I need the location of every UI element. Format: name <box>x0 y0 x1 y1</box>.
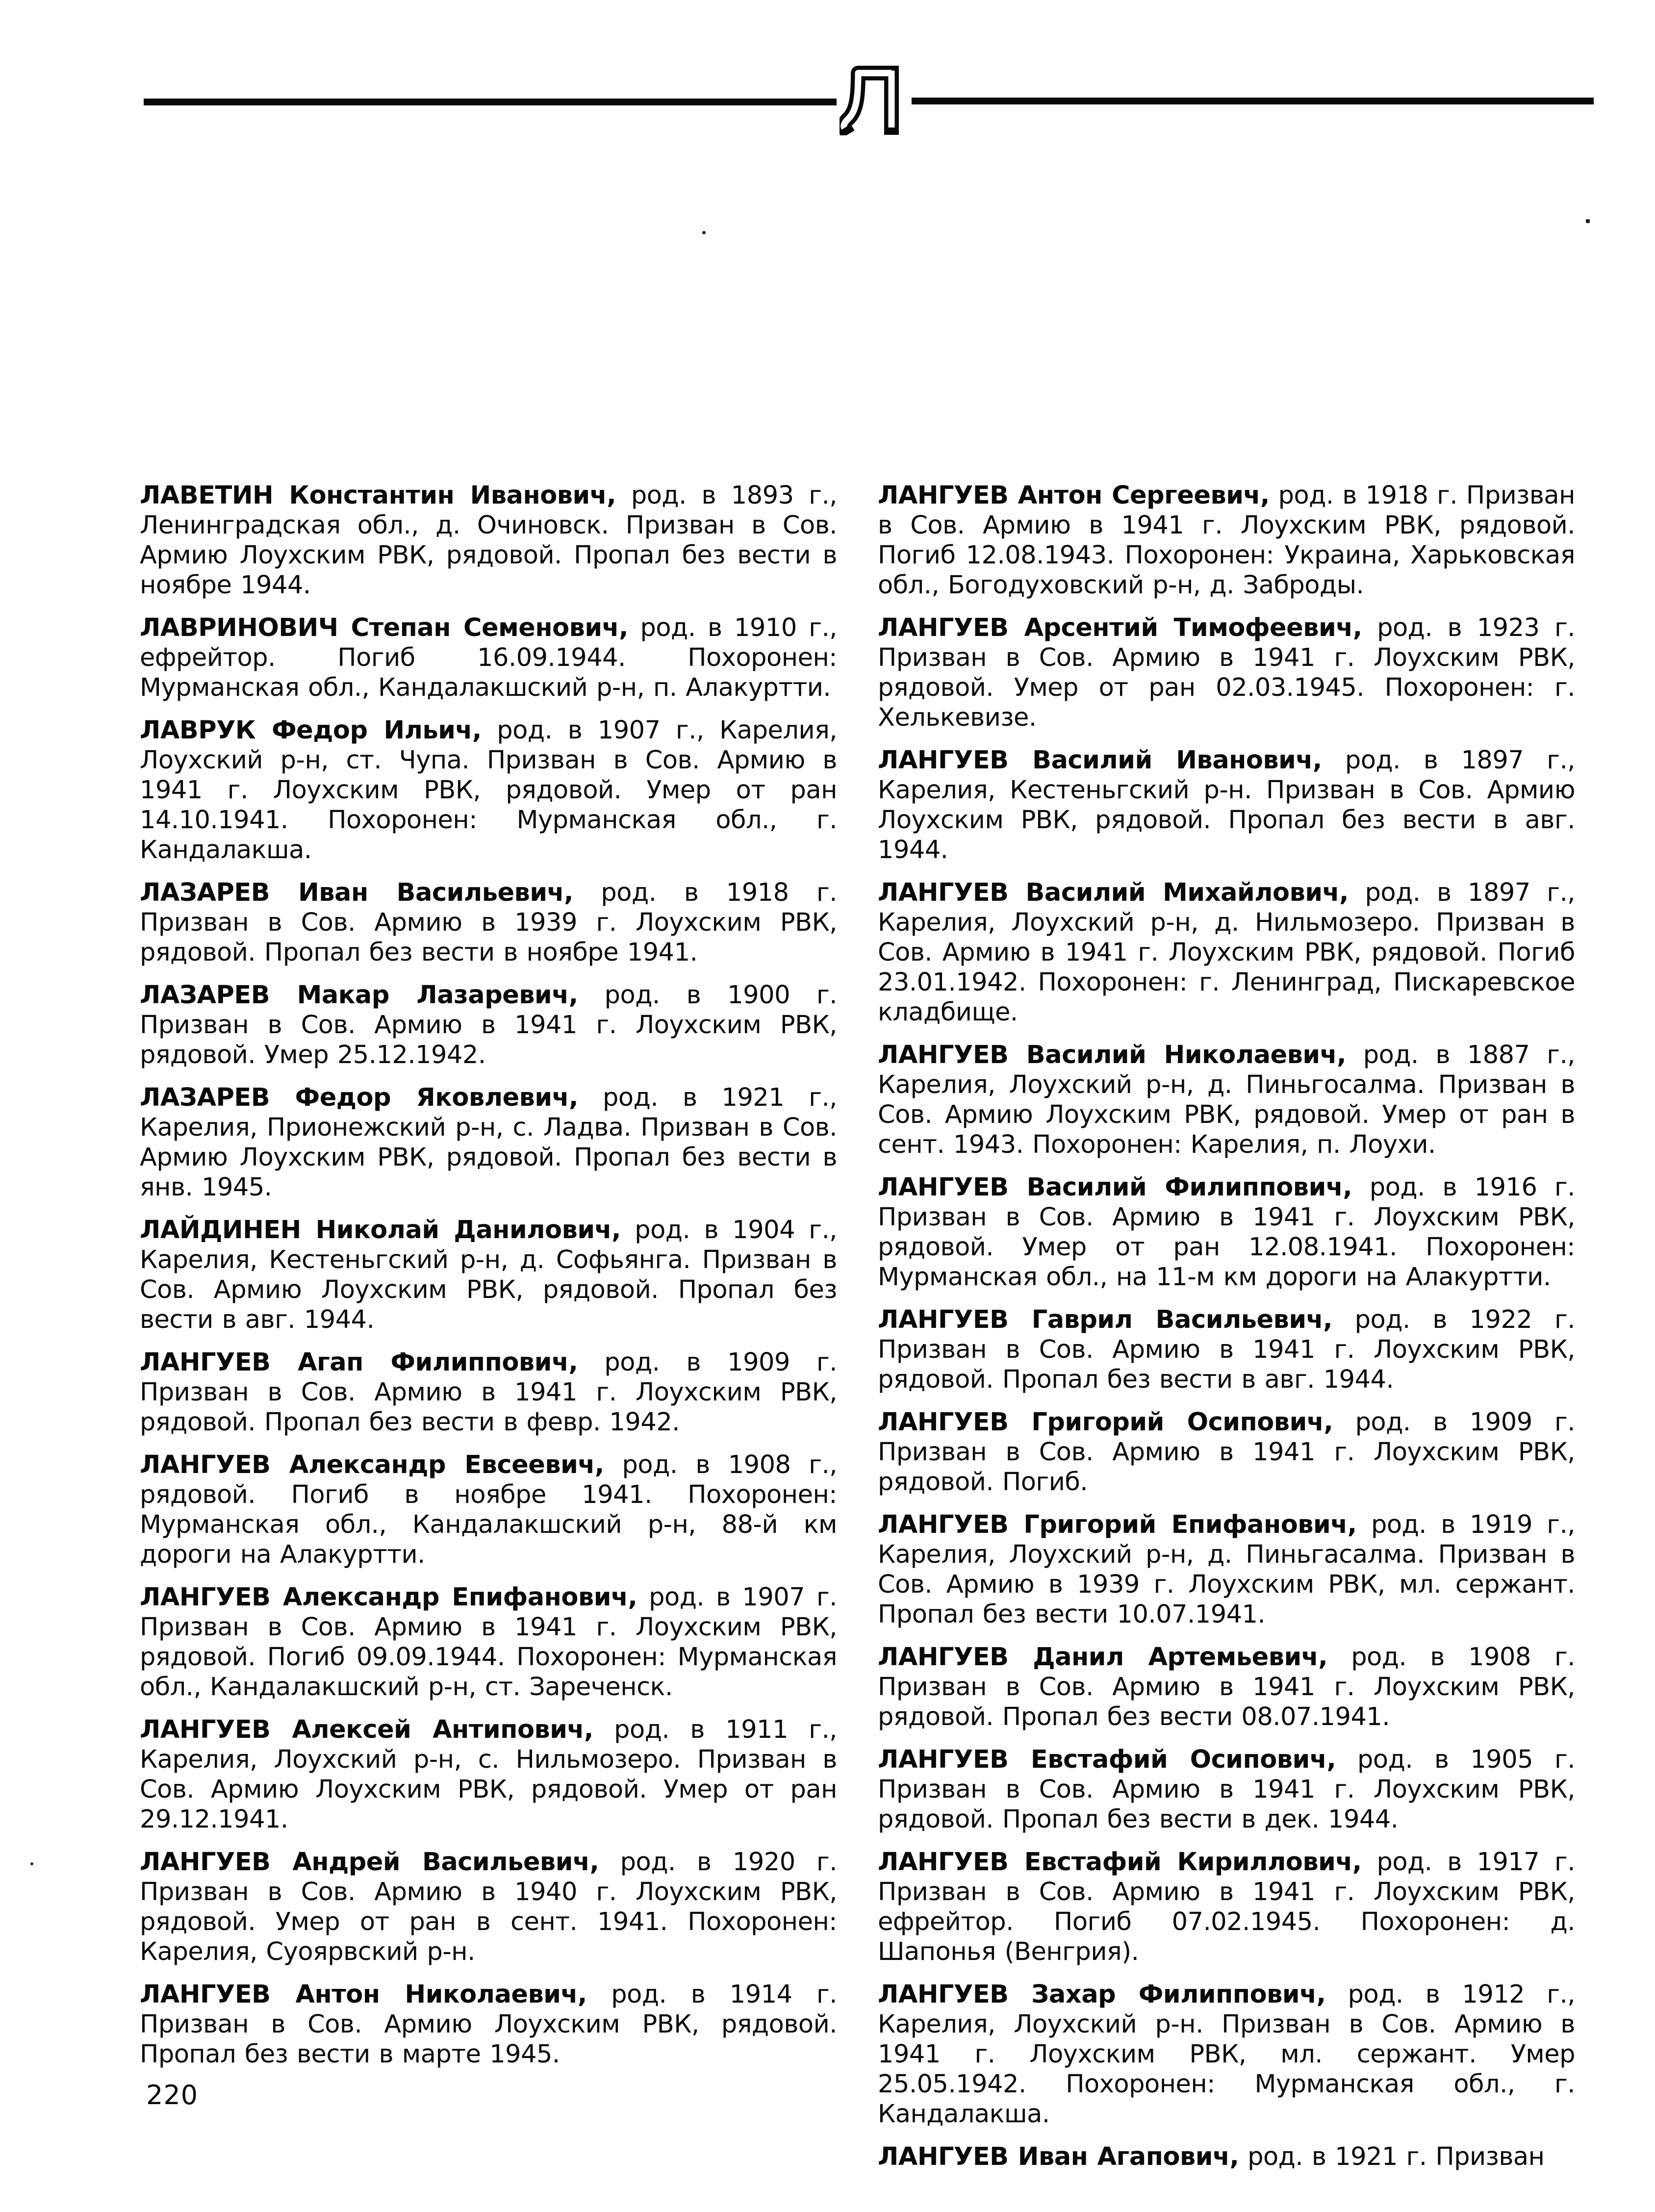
entry-person-name: ЛАВРУК Федор Ильич, <box>140 716 482 745</box>
entry-person-name: ЛАНГУЕВ Антон Сергеевич, <box>878 481 1270 510</box>
memorial-entry <box>140 878 837 967</box>
entry-person-name: ЛАНГУЕВ Александр Евсеевич, <box>140 1450 604 1479</box>
memorial-entry <box>140 1980 837 2069</box>
memorial-entry <box>878 1642 1575 1732</box>
memorial-entry <box>140 613 837 703</box>
memorial-entry <box>878 1305 1575 1395</box>
entry-details: род. в 1900 г. Призван в Сов. Армию в 1941 г. Лоухским РВК, рядовой. Умер 25.12.1942. <box>140 981 837 1069</box>
memorial-entry <box>878 1847 1575 1967</box>
entry-details: род. в 1909 г. Призван в Сов. Армию в 1941 г. Лоухским РВК, рядовой. Пропал без вести в февр. 1942. <box>140 1348 837 1437</box>
memorial-entry <box>878 1040 1575 1160</box>
entry-person-name: ЛАНГУЕВ Александр Епифанович, <box>140 1583 637 1612</box>
memorial-entry <box>140 715 837 865</box>
entry-person-name: ЛАНГУЕВ Евстафий Осипович, <box>878 1745 1336 1774</box>
entry-person-name: ЛАНГУЕВ Алексей Антипович, <box>140 1715 593 1744</box>
memorial-entry <box>140 1215 837 1335</box>
entry-person-name: ЛАНГУЕВ Василий Николаевич, <box>878 1041 1346 1069</box>
memorial-entry <box>140 1450 837 1570</box>
entry-details: род. в 1908 г., рядовой. Погиб в ноябре 1941. Похоронен: Мурманская обл., Кандалакшский р-н, 88-й км дороги на Алакуртти. <box>140 1450 837 1569</box>
entry-details: род. в 1911 г., Карелия, Лоухский р-н, с. Нильмозеро. Призван в Сов. Армию Лоухским РВК, рядовой. Умер от ран 29.12.1941. <box>140 1715 837 1834</box>
memorial-entry <box>140 1083 837 1202</box>
memorial-entry <box>878 1745 1575 1834</box>
entry-person-name: ЛАНГУЕВ Григорий Епифанович, <box>878 1510 1357 1539</box>
entry-details: род. в 1897 г., Карелия, Лоухский р-н, д. Нильмозеро. Призван в Сов. Армию в 1941 г. Лоухским РВК, рядовой. Погиб 23.01.1942. Похоронен: г. Ленинград, Пискаревское кладбище. <box>878 878 1575 1027</box>
entry-person-name: ЛАНГУЕВ Агап Филиппович, <box>140 1348 578 1377</box>
entry-details: род. в 1907 г., Карелия, Лоухский р-н, ст. Чупа. Призван в Сов. Армию в 1941 г. Лоухским РВК, рядовой. Умер от ран 14.10.1941. Похоронен: Мурманская обл., г. Кандалакша. <box>140 716 838 864</box>
entry-details: род. в 1916 г. Призван в Сов. Армию в 1941 г. Лоухским РВК, рядовой. Умер от ран 12.08.1941. Похоронен: Мурманская обл., на 11-м км дороги на Алакуртти. <box>878 1173 1576 1292</box>
entry-details: род. в 1914 г. Призван в Сов. Армию Лоухским РВК, рядовой. Пропал без вести в марте 1945. <box>140 1980 837 2069</box>
entry-details: род. в 1918 г. Призван в Сов. Армию в 1939 г. Лоухским РВК, рядовой. Пропал без вести в ноябре 1941. <box>140 878 837 967</box>
entry-person-name: ЛАНГУЕВ Иван Агапович, <box>878 2142 1239 2171</box>
entry-details: род. в 1918 г. Призван в Сов. Армию в 1941 г. Лоухским РВК, рядовой. Погиб 12.08.1943. Похоронен: Украина, Харьковская обл., Богодуховский р-н, д. Заброды. <box>878 481 1575 600</box>
right-column <box>878 481 1575 2185</box>
section-letter-emblem <box>840 66 904 135</box>
entry-person-name: ЛАЙДИНЕН Николай Данилович, <box>140 1216 621 1245</box>
memorial-entry <box>878 1172 1575 1292</box>
page-number: 220 <box>146 2080 199 2110</box>
entry-details: род. в 1921 г., Карелия, Прионежский р-н, с. Ладва. Призван в Сов. Армию Лоухским РВК, рядовой. Пропал без вести в янв. 1945. <box>140 1083 837 1202</box>
entry-person-name: ЛАЗАРЕВ Макар Лазаревич, <box>140 981 578 1010</box>
memorial-entry <box>878 745 1575 865</box>
entry-person-name: ЛАНГУЕВ Захар Филиппович, <box>878 1980 1326 2009</box>
memorial-entry <box>140 1847 837 1967</box>
memorial-entry <box>878 1407 1575 1497</box>
memorial-entry <box>140 481 837 600</box>
memorial-entry <box>878 878 1575 1027</box>
entry-details: род. в 1907 г. Призван в Сов. Армию в 1941 г. Лоухским РВК, рядовой. Погиб 09.09.1944. Похоронен: Мурманская обл., Кандалакшский р-н, ст. Зареченск. <box>140 1583 838 1702</box>
entry-details: род. в 1908 г. Призван в Сов. Армию в 1941 г. Лоухским РВК, рядовой. Пропал без вести 08.07.1941. <box>878 1643 1575 1731</box>
entry-details: род. в 1910 г., ефрейтор. Погиб 16.09.1944. Похоронен: Мурманская обл., Кандалакшский р-н, п. Алакуртти. <box>140 613 837 702</box>
memorial-entry <box>140 1582 837 1702</box>
ink-speck <box>30 1862 33 1865</box>
entry-details: род. в 1923 г. Призван в Сов. Армию в 1941 г. Лоухским РВК, рядовой. Умер от ран 02.03.1945. Похоронен: г. Хелькевизе. <box>878 613 1575 732</box>
entry-person-name: ЛАНГУЕВ Евстафий Кириллович, <box>878 1848 1362 1877</box>
memorial-entry <box>878 1510 1575 1629</box>
entry-person-name: ЛАНГУЕВ Василий Иванович, <box>878 746 1322 775</box>
entry-details: род. в 1920 г. Призван в Сов. Армию в 1940 г. Лоухским РВК, рядовой. Умер от ран в сент. 1941. Похоронен: Карелия, Суоярвский р-н. <box>140 1848 837 1966</box>
ink-speck <box>702 231 706 234</box>
entry-person-name: ЛАЗАРЕВ Федор Яковлевич, <box>140 1083 579 1112</box>
entry-person-name: ЛАНГУЕВ Григорий Осипович, <box>878 1408 1333 1437</box>
entry-details: род. в 1917 г. Призван в Сов. Армию в 1941 г. Лоухским РВК, ефрейтор. Погиб 07.02.1945. Похоронен: д. Шапонья (Венгрия). <box>878 1848 1575 1966</box>
header-rule-right-segment <box>912 98 1594 104</box>
entry-details: род. в 1904 г., Карелия, Кестеньгский р-н, д. Софьянга. Призван в Сов. Армию Лоухским РВК, рядовой. Пропал без вести в авг. 1944. <box>140 1216 837 1334</box>
memorial-entry <box>878 2142 1575 2172</box>
entry-details: род. в 1919 г., Карелия, Лоухский р-н, д. Пиньгасалма. Призван в Сов. Армию в 1939 г. Лоухским РВК, мл. сержант. Пропал без вести 10.07.1941. <box>878 1510 1575 1629</box>
entry-person-name: ЛАНГУЕВ Василий Филиппович, <box>878 1173 1352 1202</box>
memorial-entry <box>878 1980 1575 2129</box>
memorial-entry <box>140 980 837 1070</box>
memorial-entry <box>878 613 1575 733</box>
entry-details: род. в 1897 г., Карелия, Кестеньгский р-н. Призван в Сов. Армию Лоухским РВК, рядовой. Пропал без вести в авг. 1944. <box>878 746 1575 864</box>
entry-person-name: ЛАНГУЕВ Данил Артемьевич, <box>878 1643 1328 1672</box>
memorial-entry <box>878 481 1575 600</box>
entry-details: род. в 1921 г. Призван <box>1239 2142 1545 2171</box>
memorial-entry <box>140 1348 837 1437</box>
entry-details: род. в 1905 г. Призван в Сов. Армию в 1941 г. Лоухским РВК, рядовой. Пропал без вести в дек. 1944. <box>878 1745 1575 1834</box>
entry-person-name: ЛАНГУЕВ Арсентий Тимофеевич, <box>878 613 1362 642</box>
entry-person-name: ЛАВРИНОВИЧ Степан Семенович, <box>140 613 629 642</box>
left-column <box>140 481 837 2082</box>
entry-details: род. в 1922 г. Призван в Сов. Армию в 1941 г. Лоухским РВК, рядовой. Пропал без вести в авг. 1944. <box>878 1305 1575 1394</box>
entry-person-name: ЛАВЕТИН Константин Иванович, <box>140 481 616 510</box>
entry-person-name: ЛАНГУЕВ Антон Николаевич, <box>140 1980 587 2009</box>
entry-details: род. в 1912 г., Карелия, Лоухский р-н. Призван в Сов. Армию в 1941 г. Лоухским РВК, мл. сержант. Умер 25.05.1942. Похоронен: Мурманская обл., г. Кандалакша. <box>878 1980 1575 2129</box>
entry-person-name: ЛАНГУЕВ Андрей Васильевич, <box>140 1848 599 1877</box>
entry-person-name: ЛАНГУЕВ Василий Михайлович, <box>878 878 1349 907</box>
entry-person-name: ЛАЗАРЕВ Иван Васильевич, <box>140 878 573 907</box>
ink-speck <box>1586 219 1590 223</box>
header-rule-left-segment <box>144 99 837 105</box>
entry-details: род. в 1909 г. Призван в Сов. Армию в 1941 г. Лоухским РВК, рядовой. Погиб. <box>878 1408 1575 1497</box>
entry-details: род. в 1887 г., Карелия, Лоухский р-н, д. Пиньгосалма. Призван в Сов. Армию Лоухским РВК, рядовой. Умер от ран в сент. 1943. Похоронен: Карелия, п. Лоухи. <box>878 1041 1575 1159</box>
memorial-entry <box>140 1715 837 1834</box>
entry-person-name: ЛАНГУЕВ Гаврил Васильевич, <box>878 1305 1333 1334</box>
entry-details: род. в 1893 г., Ленинградская обл., д. Очиновск. Призван в Сов. Армию Лоухским РВК, рядовой. Пропал без вести в ноябре 1944. <box>140 481 837 600</box>
